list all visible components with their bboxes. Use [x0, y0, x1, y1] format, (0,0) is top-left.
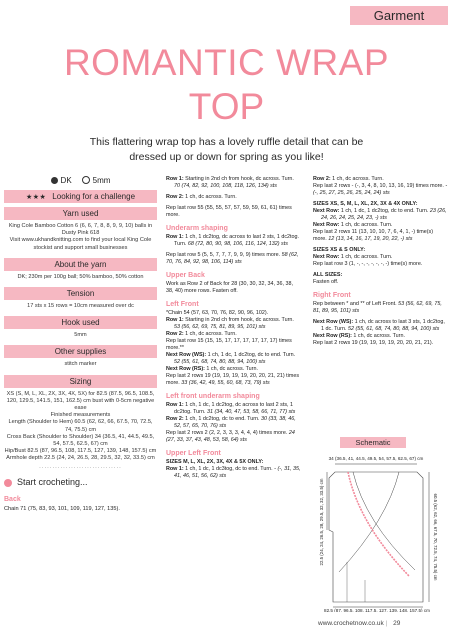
hook-size-icon: [82, 176, 90, 184]
dotted-divider: ...............................: [39, 463, 122, 470]
paragraph: Fasten off.: [313, 279, 339, 285]
back-heading: Back: [4, 496, 21, 504]
page-footer: www.crochetnow.co.uk | 29: [318, 620, 401, 627]
yarn-weight-icon: [51, 177, 58, 184]
difficulty-label: Looking for a challenge: [52, 192, 136, 201]
tension-heading: Tension: [4, 287, 157, 300]
start-crocheting: Start crocheting...: [4, 477, 157, 489]
left-front-underarm-heading: Left front underarm shaping: [166, 393, 260, 400]
right-front-heading: Right Front: [313, 292, 351, 299]
dimension-right-label: 60.5 (62, 62, 66, 67.5, 70, 72.5, 74, 75.5) cm: [433, 493, 438, 581]
sizing-length: Length (Shoulder to Hem) 60.5 (62, 62, 66, 67.5, 70, 72.5, 74, 75.5) cm: [8, 419, 153, 433]
paragraph: Work as Row 2 of Back for 28 (30, 30, 32, 34, 36, 38, 38, 40) more rows. Fasten off.: [166, 281, 293, 294]
other-supplies-text: stitch marker: [64, 361, 97, 368]
yarn-weight: DK: [60, 175, 72, 185]
page-title-line1: ROMANTIC WRAP: [63, 42, 390, 83]
dimension-bottom-label: 82.5 (87, 96.5, 108, 117.5, 127, 139, 148, 157.5) cm: [324, 608, 430, 612]
upper-back-heading: Upper Back: [166, 272, 205, 279]
yarn-used-heading: Yarn used: [4, 207, 157, 220]
intro-text: This flattering wrap top has a lovely ruffle detail that can be dressed up or down for spring as you like!: [89, 136, 364, 163]
about-yarn-heading: About the yarn: [4, 258, 157, 271]
bullet-icon: [4, 479, 12, 487]
footer-url[interactable]: www.crochetnow.co.uk: [318, 620, 384, 627]
sizing-hip: Hip/Bust 82.5 (87, 96.5, 108, 117.5, 127, 139, 148, 157.5) cm: [4, 448, 157, 455]
other-supplies-heading: Other supplies: [4, 345, 157, 358]
hook-size: 5mm: [92, 175, 111, 185]
schematic-diagram: [305, 452, 453, 612]
hook-used-text: 5mm: [74, 332, 87, 339]
back-chain: Chain 71 (75, 83, 93, 101, 109, 119, 127, 135).: [4, 505, 120, 512]
dimension-top-label: 34 (36.5, 41, 44.5, 49.5, 54, 57.5, 62.5, 67) cm: [328, 456, 424, 461]
info-column: [4, 176, 157, 513]
paragraph: Rep last row 3 (1, -, -, -, -, -, -, -) time(s) more.: [313, 261, 423, 267]
sizing-crossback: Cross Back (Shoulder to Shoulder) 34 (36.5, 41, 44.5, 49.5, 54, 57.5, 62.5, 67) cm: [6, 433, 155, 448]
instructions-column-3: Row 2: 1 ch, dc across. Turn. Rep last 2 rows - (-, 3, 4, 8, 10, 13, 16, 19) times more. - (-, 25, 27, 25, 26, 25, 24, 24) sts SIZES XS, S, M, L, XL, 2X, 3X & 4X ONLY: Next Row: 1 ch, 1 dc, 1 dc2tog, dc to end. Turn. 23 (26, 24, 26, 24, 25, 24, 23, -) sts Next Row: 1 ch, dc across. Turn. Rep last 2 rows 11 (13, 10, 10, 7, 6, 4, 1, -) time(s) more. 12 (13, 14, 16, 17, 19, 20, 22, -) sts SIZES XS & S ONLY: Next Row: 1 ch, dc across. Turn. Rep last row 3 (1, -, -, -, -, -, -, -) time(s) more. ALL SIZES: Fasten off. Right Front Rep between * and ** of Left Front. 53 (56, 62, 69, 75, 81, 89, 95, 101) sts Next Row (WS): 1 ch, dc across to last 3 sts, 1 dc2tog, 1 dc. Turn. 52 (55, 61, 68, 74, 80, 88, 94, 100) sts Next Row (RS): 1 ch, dc across. Turn. Rep last 2 rows 19 (19, 19, 19, 19, 20, 20, 21, 21).: [313, 176, 448, 346]
left-front-heading: Left Front: [166, 301, 199, 308]
tension-text: 17 sts x 15 rows = 10cm measured over dc: [27, 303, 134, 310]
instructions-column-2: Row 1: Starting in 2nd ch from hook, dc across. Turn. 70 (74, 82, 92, 100, 108, 118, 126, 134) sts Row 2: 1 ch, dc across. Turn. Rep last row 55 (55, 55, 57, 57, 59, 59, 61, 61) times more. Underarm shaping Row 1: 1 ch, 1 dc2tog, dc across to last 2 sts, 1 dc2tog. Turn. 68 (72, 80, 90, 98, 106, 116, 124, 132) sts Rep last row 5 (5, 5, 7, 7, 7, 9, 9, 9) times more. 58 (62, 70, 76, 84, 92, 98, 106, 114) sts Upper Back Work as Row 2 of Back for 28 (30, 30, 32, 34, 36, 38, 38, 40) more rows. Fasten off. Left Front *Chain 54 (57, 63, 70, 76, 82, 90, 96, 102). Row 1: Starting in 2nd ch from hook, dc across. Turn. 53 (56, 62, 69, 75, 81, 89, 95, 101) sts Row 2: 1 ch, dc across. Turn. Rep last row 15 (15, 15, 17, 17, 17, 17, 17, 17) times more.** Next Row (WS): 1 ch, 1 dc, 1 dc2tog, dc to end. Turn. 52 (55, 61, 68, 74, 80, 88, 94, 100) sts Next Row (RS): 1 ch, dc across. Turn. Rep last 2 rows 19 (19, 19, 19, 19, 20, 20, 21, 21) times more. 33 (36, 42, 49, 55, 60, 68, 73, 79) sts Left front underarm shaping Row 1: 1 ch, 1 dc, 1 dc2tog, dc across to last 2 sts, 1 dc2tog. Turn. 31 (34, 40, 47, 53, 58, 66, 71, 77) sts Row 2: 1 ch, 1 dc2tog, dc to end. Turn. 30 (33, 38, 46, 52, 57, 65, 70, 76) sts Rep last 2 rows 2 (2, 2, 3, 3, 3, 4, 4, 4) times more. 24 (27, 33, 37, 43, 48, 53, 58, 64) sts Upper Left Front SIZES M, L, XL, 2X, 3X, 4X & 5X ONLY: Row 1: 1 ch, 1 dc, 1 dc3tog, dc to end. Turn. - (-, 31, 35, 41, 46, 51, 56, 62) sts: [166, 176, 301, 479]
sizing-finished: Finished measurements: [50, 412, 111, 419]
paragraph: Rep last 2 rows 19 (19, 19, 19, 19, 20, 20, 21, 21).: [313, 340, 434, 346]
paragraph: Rep last row 15 (15, 15, 17, 17, 17, 17, 17, 17) times more.**: [166, 338, 292, 351]
yarn-used-visit: Visit www.ukhandknitting.com to find your local King Cole stockist and support small businesses: [9, 237, 152, 251]
specs-row: [4, 176, 157, 186]
paragraph: Rep last row 55 (55, 55, 57, 57, 59, 59, 61, 61) times more.: [166, 205, 292, 218]
about-yarn-text: DK; 230m per 100g ball; 50% bamboo, 50% cotton: [17, 273, 144, 280]
dimension-left-label: 22.5 (24, 24, 26.5, 28, 29.5, 32, 32, 33.5) cm: [319, 478, 324, 566]
difficulty-bar: [4, 190, 157, 203]
upper-left-front-heading: Upper Left Front: [166, 450, 221, 457]
sizing-sizes: XS (S, M, L, XL, 2X, 3X, 4X, 5X) for 82.5 (87.5, 96.5, 108.5, 120, 129.5, 141.5, 151, 162.5) cm bust with 0-5cm negative ease: [6, 390, 155, 412]
paragraph: *Chain 54 (57, 63, 70, 76, 82, 90, 96, 102).: [166, 310, 269, 316]
difficulty-stars: ★★★: [25, 194, 47, 201]
underarm-heading: Underarm shaping: [166, 225, 228, 232]
garment-outline: [329, 472, 423, 602]
yarn-used-text: King Cole Bamboo Cotton 6 (6, 6, 7, 8, 8, 9, 9, 10) balls in Dusty Pink 618: [8, 223, 153, 237]
sizing-armhole: Armhole depth 22.5 (24, 24, 26.5, 28, 29.5, 32, 32, 33.5) cm: [6, 455, 155, 462]
hook-used-heading: Hook used: [4, 316, 157, 329]
sizing-heading: Sizing: [4, 375, 157, 388]
page-number: 29: [393, 620, 401, 627]
page-title-line2: TOP: [188, 86, 265, 127]
schematic-heading: Schematic: [340, 437, 406, 448]
section-tag: Garment: [350, 6, 448, 25]
